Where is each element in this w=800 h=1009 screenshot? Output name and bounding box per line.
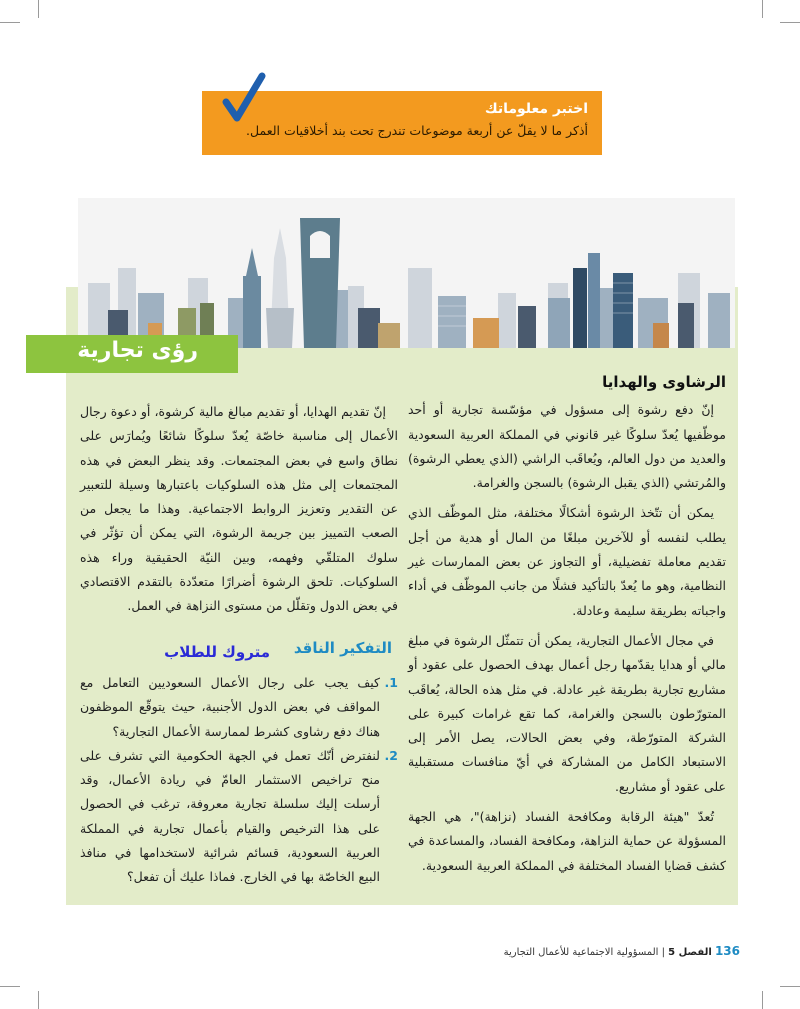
page-footer (460, 944, 740, 958)
footer-separator: | (661, 947, 665, 958)
quiz-title: اختبر معلوماتك (484, 101, 588, 117)
crop-mark (38, 0, 39, 18)
question-text: لنفترض أنّك تعمل في الجهة الحكومية التي تشرف على منح تراخيص الاستثمار العامّ في ريادة الأعمال، وقد أرسلت إليك سلسلة تجارية معروفة، ترغب في الحصول على هذا الترخيص والقيام بأعمال تجارية في المملكة العربية السعودية، قسائم شرائية لاستخدامها في منافذ البيع الخاصّة بها في الخارج. فماذا عليك أن تفعل؟ (80, 747, 380, 885)
crop-mark (0, 986, 20, 987)
crop-mark (780, 986, 800, 987)
paragraph: في مجال الأعمال التجارية، يمكن أن تتمثّل الرشوة في مبلغ مالي أو هدايا يقدّمها رجل أعمال بهدف الحصول على عقود أو مشاريع تجارية بطريقة غير عادلة. في مثل هذه الحالة، يُعاقَب المتورّطون بالسجن والغرامة، كما تقع غرامات كبيرة على الشركة المتورّطة، وفي بعض الحالات، يصل الأمر إلى الاستبعاد الكامل من المشاركة في أيّ منافسات مستقبلية على عقود أو مشاريع. (408, 632, 726, 794)
right-column (408, 370, 726, 878)
city-skyline-illustration (78, 198, 735, 348)
crop-mark (762, 991, 763, 1009)
critical-thinking-title: التفكير الناقد (293, 639, 392, 657)
paragraph: إنّ دفع رشوة إلى مسؤول في مؤسّسة تجارية أو أحد موظّفيها يُعدّ سلوكًا غير قانوني في المملكة العربية السعودية والعديد من دول العالم، ويُعاقَب الراشي (الذي يعطي الرشوة) والمُرتشي (الذي يقبل الرشوة) بالسجن والغرامة. (408, 402, 726, 491)
crop-mark (780, 22, 800, 23)
section-banner (26, 335, 238, 373)
handwritten-note: متروك للطلاب (164, 643, 270, 661)
quiz-text: أذكر ما لا يقلّ عن أربعة موضوعات تندرج تحت بند أخلاقيات العمل. (246, 123, 588, 138)
checkmark-icon (222, 72, 266, 124)
banner-title: رؤى تجارية (77, 338, 198, 363)
question-number: 1. (384, 675, 398, 690)
critical-thinking-header (80, 637, 398, 667)
section-heading: الرشاوى والهدايا (602, 373, 726, 391)
paragraph: يمكن أن تتّخذ الرشوة أشكالًا مختلفة، مثل الموظّف الذي يطلب لنفسه أو للآخرين مبلغًا من المال أو هدية من أجل تقديم معاملة تفضيلية، أو التجاوز عن بعض الممارسات غير النظامية، وهو ما يُعدّ بالتأكيد فشلًا من جانب الموظّف في أداء واجباته بطريقة سليمة وعادلة. (408, 505, 726, 618)
paragraph: تُعدّ "هيئة الرقابة ومكافحة الفساد (نزاهة)"، هي الجهة المسؤولة عن حماية النزاهة، ومكافحة الفساد، والمساعدة في كشف قضايا الفساد المختلفة في المملكة العربية السعودية. (408, 809, 726, 873)
left-column (80, 400, 398, 619)
page-number: 136 (714, 944, 740, 958)
chapter-label: الفصل 5 (668, 947, 712, 958)
question-item (80, 671, 398, 744)
question-list (80, 671, 398, 890)
question-item (80, 744, 398, 890)
chapter-title: المسؤولية الاجتماعية للأعمال التجارية (503, 947, 659, 958)
crop-mark (762, 0, 763, 18)
crop-mark (0, 22, 20, 23)
paragraph: إنّ تقديم الهدايا، أو تقديم مبالغ مالية كرشوة، أو دعوة رجال الأعمال إلى مناسبة خاصّة يُعدّ سلوكًا شائعًا ويُمارَس على نطاق واسع في بعض المجتمعات. وقد ينظر البعض في هذه المجتمعات إلى مثل هذه السلوكيات باعتبارها وسيلة للتعبير عن التقدير وتعزيز الروابط الاجتماعية. وهذا ما يجعل من الصعب التمييز بين جريمة الرشوة، التي يمكن أن تؤثّر في سلوك المتلقّي وفهمه، وبين النيّة الحقيقية وراء هذه السلوكيات. تلحق الرشوة أضرارًا متعدّدة بالتقدم الاقتصادي في بعض الدول وتقلّل من مستوى النزاهة في العمل. (80, 404, 398, 614)
question-text: كيف يجب على رجال الأعمال السعوديين التعامل مع المواقف في بعض الدول الأجنبية، حيث يتوقّع الموظفون هناك دفع رشاوى كشرط لممارسة الأعمال التجارية؟ (80, 675, 380, 739)
crop-mark (38, 991, 39, 1009)
question-number: 2. (384, 747, 398, 763)
